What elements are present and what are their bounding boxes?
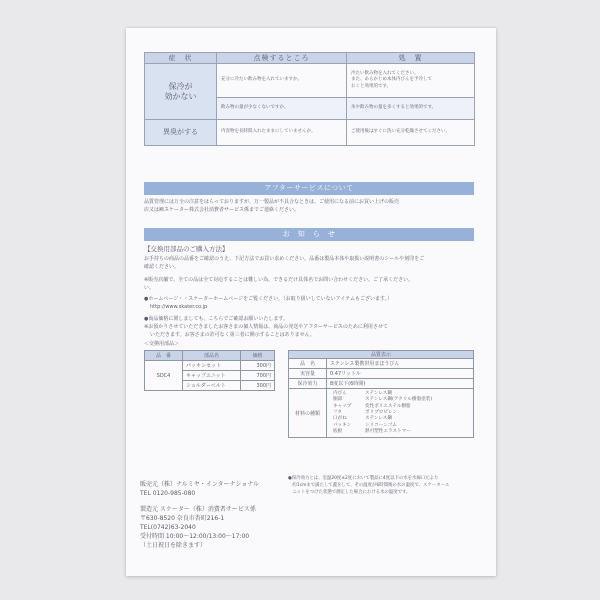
homepage-text: ●ホームページ・・スケーターホームページをご覧ください。（お取り扱いしていないアイテムもございます。）: [144, 296, 393, 302]
seller-name: 販売元（株）ナルミヤ・インターナショナル: [140, 481, 259, 488]
material-name: ステンレス鋼: [365, 391, 392, 396]
material-part: 内びん: [333, 391, 347, 396]
parts-table: [144, 350, 275, 391]
quality-row: [289, 369, 473, 379]
part-price: 300円: [241, 381, 275, 391]
homepage-url[interactable]: http://www.skater.co.jp: [150, 304, 208, 310]
troubleshooting-table: [144, 52, 475, 146]
notice-text: 確認ください。: [144, 264, 180, 270]
privacy-text: いただきます。お客さまの許可なく第三者に開示することはありません。: [150, 332, 315, 338]
part-price: 700円: [241, 371, 275, 381]
notice-text: ※販売店舗で、全ての品は全て対応することは難しい為、できるだけ具体名でお問い合わせください。ご了承ください。: [144, 277, 414, 283]
table-row: [145, 120, 475, 146]
quality-row-label: 品 名: [289, 359, 327, 368]
table-row: [145, 361, 275, 371]
header-action: 処 置: [347, 53, 475, 64]
quality-row-value: 0.47リットル: [330, 371, 361, 377]
parts-header-row: [145, 351, 275, 361]
quality-row: [289, 379, 473, 389]
after-service-heading: アフターサービスについて: [144, 182, 474, 195]
quality-row-label: 実容量: [289, 369, 327, 378]
maker-address: 〒630-8520 奈良市杏町216-1: [140, 515, 225, 522]
material-name: ステンレス鋼(アクリル樹脂塗装): [365, 397, 433, 403]
quality-title: 品質表示: [289, 351, 473, 359]
seller-tel: TEL 0120-985-080: [140, 490, 196, 497]
material-part: 口がね: [333, 416, 347, 422]
symptom-line: 効かない: [164, 91, 197, 101]
quality-row-value: 8度以下(6時間): [330, 381, 366, 387]
header-check: 点検するところ: [217, 53, 347, 64]
materials-row: [289, 389, 473, 437]
holiday-note: （土日祝日を除きます）: [140, 542, 207, 549]
symptom-cell: 異臭がする: [145, 120, 217, 146]
material-part: キャップ: [333, 403, 352, 409]
material-name: 変性ポリエステル樹脂: [365, 403, 411, 409]
quality-row-label: 保冷効力: [289, 379, 327, 388]
material-name: 熱可塑性エラストマー: [365, 428, 411, 434]
after-service-text: 店又は㈱スケーター株式会社消費者サービス係までご連絡ください。: [144, 207, 300, 213]
material-name: ステンレス鋼: [365, 416, 392, 422]
part-name: パッキンセット: [183, 361, 241, 371]
maker-name: 製造元 スケーター（株）消費者サービス係: [140, 506, 256, 513]
parts-label: ＜交換用部品＞: [144, 341, 180, 347]
material-name: シリコーンゴム: [365, 422, 397, 428]
cooling-note: ニットをつけた状態で測定した場合における水の温度です。: [288, 490, 411, 495]
action-cell: 氷や飲み物の量を多くすると効果的です。: [347, 98, 475, 120]
materials-label: 材料の種類: [289, 389, 327, 437]
table-header-row: [145, 53, 475, 64]
instruction-sheet: [126, 28, 496, 576]
reception-hours: 受付時間 10:00〜12:00/13:00〜17:00: [140, 533, 250, 540]
notice-text: お手持ちの商品の品番をご確認のうえ、下記方法でお買い求めください。品番は製品本体や取扱い説明書のシールや刻印をご: [144, 256, 425, 262]
quality-row: [289, 359, 473, 369]
material-name: ポリプロピレン: [365, 409, 398, 415]
check-cell: 飲み物の量が少なくないですか。: [217, 98, 347, 120]
check-cell: 充分に冷たい飲み物を入れていますか。: [217, 64, 347, 98]
action-cell: 冷たい飲み物を入れてください。 また、あらかじめ本体内びんを予冷して おくと効果的です。: [347, 64, 475, 98]
quality-label-box: [288, 350, 474, 438]
after-service-text: 品質管理には万全の注意をはらっておりますが、万一製品が不具合なときは、ご使用になる前にお買い上げの販売: [144, 199, 400, 205]
material-item: [333, 429, 467, 435]
notice-subtitle: 【交換用部品のご購入方法】: [144, 245, 229, 253]
header-code: 品 番: [145, 351, 183, 361]
part-name: ショルダーベルト: [183, 381, 241, 391]
action-cell: ご使用後はすぐに洗い充分乾燥させてください。: [347, 120, 475, 146]
material-part: パッキン: [333, 422, 352, 428]
material-part: フタ: [333, 409, 342, 415]
materials-list: [327, 389, 473, 437]
header-price: 価格: [241, 351, 275, 361]
notice-text: ●商品価格に関しましても、こちらでご確認お願いいたします。: [144, 316, 288, 322]
header-symptom: 症 状: [145, 53, 217, 64]
header-part-name: 部品名: [183, 351, 241, 361]
table-row: [145, 64, 475, 98]
privacy-text: ※お預かりさせていただきましたお客さまの個人情報は、商品の発送やアフターサービスのために利用させて: [144, 324, 388, 330]
material-part: 胴部: [333, 397, 343, 403]
cooling-note: 約1cmまで満たして蓋をして、その温度が6時間後の水の温度で、スケーターユ: [288, 483, 450, 488]
material-part: 底板: [333, 428, 343, 434]
symptom-cell: [145, 64, 217, 120]
cooling-note: ●保冷効力とは、室温20度±2度において製品に4度以下の水を水線口元より: [288, 476, 439, 481]
part-name: キャップユニット: [183, 371, 241, 381]
maker-tel: TEL(0742)63-2040: [140, 524, 196, 531]
notice-heading: お 知 ら せ: [144, 228, 474, 241]
notice-text: い。: [144, 285, 155, 291]
part-price: 300円: [241, 361, 275, 371]
product-code: SDC4: [145, 361, 183, 391]
symptom-line: 保冷が: [168, 81, 193, 91]
quality-row-value: ステンレス製携帯用まほうびん: [330, 361, 400, 367]
check-cell: 内容物を長時間入れたままにしていませんか。: [217, 120, 347, 146]
